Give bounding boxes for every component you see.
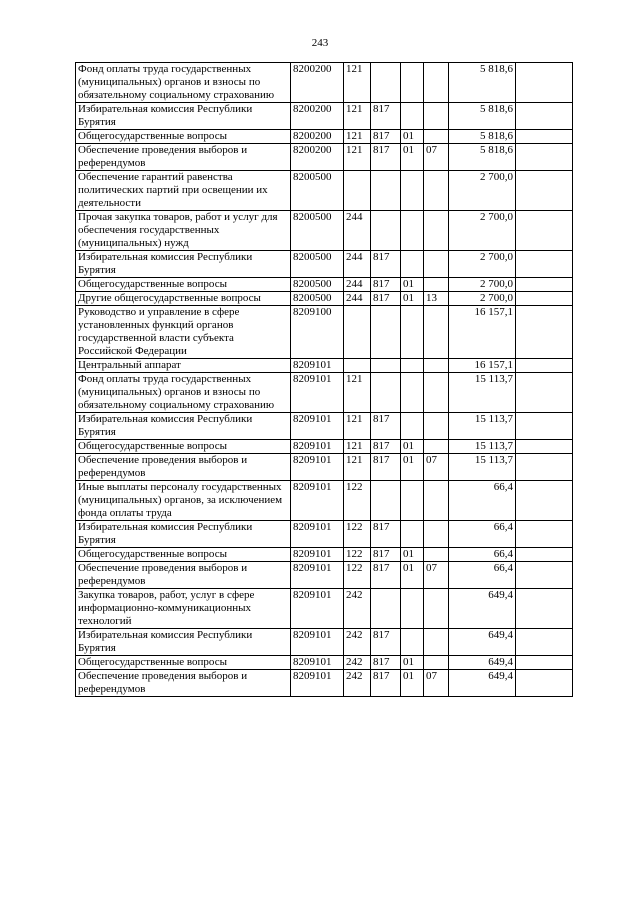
cell-extra — [516, 359, 573, 373]
cell-section — [401, 373, 424, 413]
table-row — [76, 670, 573, 697]
table-row — [76, 130, 573, 144]
cell-expense-type: 242 — [344, 589, 371, 629]
cell-section: 01 — [401, 144, 424, 171]
cell-amount: 5 818,6 — [449, 103, 516, 130]
cell-subsection — [424, 63, 449, 103]
cell-subsection — [424, 521, 449, 548]
cell-expense-type: 122 — [344, 521, 371, 548]
cell-target-article: 8209101 — [291, 373, 344, 413]
cell-name: Центральный аппарат — [76, 359, 291, 373]
cell-amount: 15 113,7 — [449, 440, 516, 454]
cell-amount: 5 818,6 — [449, 130, 516, 144]
cell-expense-type: 244 — [344, 292, 371, 306]
cell-expense-type: 121 — [344, 130, 371, 144]
cell-section — [401, 103, 424, 130]
table-row — [76, 211, 573, 251]
cell-expense-type: 242 — [344, 629, 371, 656]
cell-subsection: 07 — [424, 144, 449, 171]
cell-expense-type: 244 — [344, 211, 371, 251]
cell-administrator: 817 — [371, 278, 401, 292]
cell-amount: 5 818,6 — [449, 144, 516, 171]
cell-section — [401, 521, 424, 548]
cell-administrator: 817 — [371, 292, 401, 306]
cell-amount: 16 157,1 — [449, 306, 516, 359]
cell-subsection — [424, 306, 449, 359]
cell-amount: 15 113,7 — [449, 373, 516, 413]
cell-extra — [516, 521, 573, 548]
cell-extra — [516, 130, 573, 144]
cell-administrator: 817 — [371, 670, 401, 697]
table-row — [76, 144, 573, 171]
cell-extra — [516, 454, 573, 481]
cell-target-article: 8209101 — [291, 454, 344, 481]
cell-expense-type: 121 — [344, 454, 371, 481]
cell-extra — [516, 562, 573, 589]
cell-administrator: 817 — [371, 103, 401, 130]
cell-target-article: 8200500 — [291, 171, 344, 211]
cell-administrator: 817 — [371, 548, 401, 562]
cell-administrator: 817 — [371, 521, 401, 548]
cell-amount: 2 700,0 — [449, 292, 516, 306]
cell-subsection — [424, 481, 449, 521]
cell-section: 01 — [401, 670, 424, 697]
cell-extra — [516, 211, 573, 251]
cell-subsection: 07 — [424, 670, 449, 697]
budget-table-body — [76, 63, 573, 697]
cell-name: Закупка товаров, работ, услуг в сфере информационно-коммуникационных технологий — [76, 589, 291, 629]
cell-subsection — [424, 103, 449, 130]
cell-target-article: 8209100 — [291, 306, 344, 359]
cell-section — [401, 251, 424, 278]
cell-section — [401, 629, 424, 656]
cell-amount: 2 700,0 — [449, 211, 516, 251]
cell-extra — [516, 440, 573, 454]
cell-target-article: 8200200 — [291, 144, 344, 171]
table-row — [76, 359, 573, 373]
cell-administrator — [371, 211, 401, 251]
cell-subsection: 07 — [424, 562, 449, 589]
cell-subsection — [424, 359, 449, 373]
cell-section: 01 — [401, 278, 424, 292]
cell-subsection: 13 — [424, 292, 449, 306]
cell-expense-type: 121 — [344, 144, 371, 171]
table-row — [76, 521, 573, 548]
cell-target-article: 8200500 — [291, 278, 344, 292]
cell-extra — [516, 481, 573, 521]
cell-name: Избирательная комиссия Республики Бурятия — [76, 413, 291, 440]
cell-administrator: 817 — [371, 130, 401, 144]
cell-name: Избирательная комиссия Республики Бурятия — [76, 251, 291, 278]
cell-name: Руководство и управление в сфере установленных функций органов государственной власти субъекта Российской Федерации — [76, 306, 291, 359]
cell-subsection — [424, 171, 449, 211]
cell-amount: 66,4 — [449, 521, 516, 548]
cell-target-article: 8200500 — [291, 251, 344, 278]
cell-administrator — [371, 171, 401, 211]
cell-administrator: 817 — [371, 440, 401, 454]
cell-expense-type: 121 — [344, 373, 371, 413]
table-row — [76, 63, 573, 103]
cell-target-article: 8209101 — [291, 629, 344, 656]
cell-target-article: 8209101 — [291, 589, 344, 629]
cell-name: Общегосударственные вопросы — [76, 548, 291, 562]
cell-section — [401, 481, 424, 521]
cell-subsection — [424, 373, 449, 413]
cell-section: 01 — [401, 656, 424, 670]
cell-name: Фонд оплаты труда государственных (муниципальных) органов и взносы по обязательному социальному страхованию — [76, 63, 291, 103]
cell-amount: 649,4 — [449, 629, 516, 656]
cell-section: 01 — [401, 440, 424, 454]
cell-extra — [516, 629, 573, 656]
cell-amount: 2 700,0 — [449, 171, 516, 211]
cell-administrator — [371, 481, 401, 521]
cell-name: Обеспечение проведения выборов и референдумов — [76, 562, 291, 589]
cell-extra — [516, 278, 573, 292]
cell-subsection — [424, 629, 449, 656]
cell-administrator: 817 — [371, 629, 401, 656]
cell-name: Общегосударственные вопросы — [76, 656, 291, 670]
cell-name: Иные выплаты персоналу государственных (муниципальных) органов, за исключением фонда оплаты труда — [76, 481, 291, 521]
cell-extra — [516, 144, 573, 171]
table-row — [76, 629, 573, 656]
cell-extra — [516, 413, 573, 440]
cell-name: Общегосударственные вопросы — [76, 130, 291, 144]
cell-expense-type: 121 — [344, 413, 371, 440]
cell-expense-type: 242 — [344, 670, 371, 697]
cell-name: Другие общегосударственные вопросы — [76, 292, 291, 306]
cell-target-article: 8209101 — [291, 562, 344, 589]
cell-name: Общегосударственные вопросы — [76, 278, 291, 292]
cell-section — [401, 171, 424, 211]
cell-subsection — [424, 656, 449, 670]
cell-name: Прочая закупка товаров, работ и услуг для обеспечения государственных (муниципальных) нужд — [76, 211, 291, 251]
cell-section: 01 — [401, 562, 424, 589]
cell-extra — [516, 589, 573, 629]
cell-expense-type: 121 — [344, 440, 371, 454]
cell-extra — [516, 306, 573, 359]
cell-section — [401, 306, 424, 359]
cell-extra — [516, 373, 573, 413]
cell-target-article: 8209101 — [291, 548, 344, 562]
cell-section: 01 — [401, 548, 424, 562]
cell-target-article: 8209101 — [291, 359, 344, 373]
cell-expense-type: 121 — [344, 63, 371, 103]
cell-target-article: 8209101 — [291, 656, 344, 670]
cell-expense-type: 244 — [344, 278, 371, 292]
table-row — [76, 103, 573, 130]
cell-extra — [516, 103, 573, 130]
cell-amount: 649,4 — [449, 589, 516, 629]
cell-section: 01 — [401, 130, 424, 144]
cell-extra — [516, 548, 573, 562]
cell-name: Избирательная комиссия Республики Бурятия — [76, 103, 291, 130]
cell-section: 01 — [401, 292, 424, 306]
cell-expense-type: 244 — [344, 251, 371, 278]
cell-extra — [516, 670, 573, 697]
table-row — [76, 589, 573, 629]
cell-administrator: 817 — [371, 562, 401, 589]
cell-subsection — [424, 278, 449, 292]
table-row — [76, 278, 573, 292]
cell-target-article: 8200200 — [291, 63, 344, 103]
cell-expense-type: 122 — [344, 562, 371, 589]
cell-expense-type — [344, 359, 371, 373]
cell-administrator: 817 — [371, 413, 401, 440]
cell-subsection — [424, 130, 449, 144]
cell-amount: 649,4 — [449, 670, 516, 697]
cell-extra — [516, 292, 573, 306]
cell-subsection: 07 — [424, 454, 449, 481]
cell-amount: 66,4 — [449, 481, 516, 521]
table-row — [76, 292, 573, 306]
cell-extra — [516, 171, 573, 211]
table-row — [76, 373, 573, 413]
cell-target-article: 8209101 — [291, 413, 344, 440]
cell-subsection — [424, 440, 449, 454]
cell-amount: 16 157,1 — [449, 359, 516, 373]
cell-extra — [516, 63, 573, 103]
cell-expense-type: 122 — [344, 481, 371, 521]
cell-name: Обеспечение гарантий равенства политических партий при освещении их деятельности — [76, 171, 291, 211]
cell-section — [401, 413, 424, 440]
table-row — [76, 306, 573, 359]
cell-administrator — [371, 306, 401, 359]
table-row — [76, 548, 573, 562]
table-row — [76, 562, 573, 589]
cell-target-article: 8200500 — [291, 211, 344, 251]
cell-amount: 15 113,7 — [449, 454, 516, 481]
cell-target-article: 8209101 — [291, 481, 344, 521]
cell-administrator: 817 — [371, 144, 401, 171]
cell-name: Обеспечение проведения выборов и референдумов — [76, 670, 291, 697]
cell-administrator — [371, 359, 401, 373]
cell-subsection — [424, 251, 449, 278]
cell-target-article: 8200500 — [291, 292, 344, 306]
cell-target-article: 8209101 — [291, 440, 344, 454]
cell-name: Общегосударственные вопросы — [76, 440, 291, 454]
cell-administrator — [371, 589, 401, 629]
table-row — [76, 656, 573, 670]
cell-amount: 2 700,0 — [449, 251, 516, 278]
cell-subsection — [424, 211, 449, 251]
cell-administrator: 817 — [371, 454, 401, 481]
cell-amount: 15 113,7 — [449, 413, 516, 440]
cell-target-article: 8200200 — [291, 130, 344, 144]
page-number: 243 — [311, 37, 329, 49]
cell-administrator — [371, 373, 401, 413]
cell-target-article: 8209101 — [291, 670, 344, 697]
cell-expense-type — [344, 306, 371, 359]
cell-subsection — [424, 413, 449, 440]
budget-table — [75, 62, 573, 697]
cell-amount: 66,4 — [449, 562, 516, 589]
cell-administrator: 817 — [371, 656, 401, 670]
cell-amount: 5 818,6 — [449, 63, 516, 103]
cell-expense-type: 242 — [344, 656, 371, 670]
cell-name: Обеспечение проведения выборов и референдумов — [76, 454, 291, 481]
cell-expense-type: 121 — [344, 103, 371, 130]
cell-section — [401, 359, 424, 373]
cell-expense-type — [344, 171, 371, 211]
table-row — [76, 481, 573, 521]
cell-extra — [516, 656, 573, 670]
table-row — [76, 171, 573, 211]
table-row — [76, 440, 573, 454]
cell-amount: 66,4 — [449, 548, 516, 562]
cell-target-article: 8209101 — [291, 521, 344, 548]
cell-name: Обеспечение проведения выборов и референдумов — [76, 144, 291, 171]
cell-section — [401, 211, 424, 251]
cell-extra — [516, 251, 573, 278]
cell-expense-type: 122 — [344, 548, 371, 562]
cell-amount: 649,4 — [449, 656, 516, 670]
cell-name: Избирательная комиссия Республики Бурятия — [76, 629, 291, 656]
cell-target-article: 8200200 — [291, 103, 344, 130]
cell-administrator — [371, 63, 401, 103]
cell-section — [401, 63, 424, 103]
table-row — [76, 413, 573, 440]
cell-subsection — [424, 589, 449, 629]
cell-section: 01 — [401, 454, 424, 481]
cell-amount: 2 700,0 — [449, 278, 516, 292]
table-row — [76, 454, 573, 481]
table-row — [76, 251, 573, 278]
cell-name: Избирательная комиссия Республики Бурятия — [76, 521, 291, 548]
cell-subsection — [424, 548, 449, 562]
cell-administrator: 817 — [371, 251, 401, 278]
cell-section — [401, 589, 424, 629]
cell-name: Фонд оплаты труда государственных (муниципальных) органов и взносы по обязательному социальному страхованию — [76, 373, 291, 413]
